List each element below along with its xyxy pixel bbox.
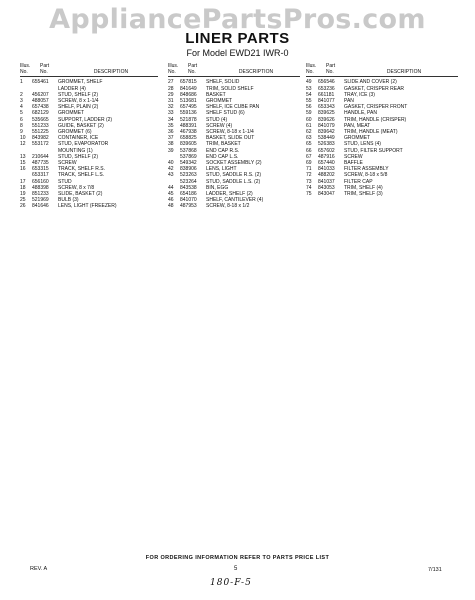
- illus-number: 46: [168, 197, 174, 204]
- header-description: DESCRIPTION: [386, 69, 422, 76]
- part-description: LADDER, SHELF (2): [206, 191, 253, 198]
- header-no-2: No.: [326, 69, 334, 76]
- illus-number: 63: [306, 135, 312, 142]
- part-description: SCREW, 8 x 7/8: [58, 184, 95, 191]
- illus-number: 44: [168, 184, 174, 191]
- parts-row: [20, 203, 158, 209]
- parts-list: [306, 79, 458, 197]
- part-description: SHELF, CANTILEVER (4): [206, 197, 264, 204]
- illus-number: 60: [306, 116, 312, 123]
- illus-number: 1: [20, 79, 23, 86]
- part-description: FILTER ASSEMBLY: [344, 166, 389, 173]
- part-number: 488202: [318, 172, 335, 179]
- column-header: [168, 69, 300, 77]
- date-code: 7/131: [428, 567, 442, 573]
- part-number: 839625: [318, 110, 335, 117]
- part-number: 551233: [32, 122, 49, 129]
- revision-label: REV. A: [30, 566, 48, 572]
- illus-number: 9: [20, 129, 23, 136]
- part-number: 657495: [180, 104, 197, 111]
- part-description: GROMMET: [206, 98, 233, 105]
- part-description: LENS, LIGHT (FREEZER): [58, 203, 117, 210]
- illus-number: 56: [306, 104, 312, 111]
- part-description: BASKET: [206, 91, 226, 98]
- part-number: 657438: [32, 104, 49, 111]
- part-number: 538449: [318, 135, 335, 142]
- part-description: SLIDE, BASKET (2): [58, 191, 103, 198]
- part-number: 487916: [318, 153, 335, 160]
- part-description: BIN, EGG: [206, 184, 229, 191]
- part-description: SCREW, 8-18 x 1-1/4: [206, 129, 254, 136]
- illus-number: 35: [168, 122, 174, 129]
- part-number: 682129: [32, 110, 49, 117]
- part-number: 521878: [180, 116, 197, 123]
- part-number: 838906: [180, 166, 197, 173]
- part-number: 848686: [180, 91, 197, 98]
- header-illus: Illus.: [20, 63, 31, 69]
- part-number: 656546: [318, 79, 335, 86]
- part-number: 841649: [180, 85, 197, 92]
- part-description: SCREW, 8-18 x 1/2: [206, 203, 250, 210]
- part-number: 513681: [180, 98, 197, 105]
- part-number: 488398: [32, 184, 49, 191]
- column-header: [20, 69, 158, 77]
- illus-number: 16: [20, 166, 26, 173]
- illus-number: 43: [168, 172, 174, 179]
- parts-row: [306, 191, 458, 197]
- part-number: 549342: [180, 160, 197, 167]
- part-description: SHELF, PLAIN (2): [58, 104, 99, 111]
- part-description: GROMMET (6): [58, 129, 92, 136]
- part-description: SHELF, ICE CUBE PAN: [206, 104, 260, 111]
- part-number: 553172: [32, 141, 49, 148]
- part-description: STUD, SADDLE R.S. (2): [206, 172, 262, 179]
- part-description: BASKET, SLIDE OUT: [206, 135, 255, 142]
- parts-row: [168, 203, 300, 209]
- part-number: 526383: [318, 141, 335, 148]
- part-number: 851233: [32, 191, 49, 198]
- part-number: 841079: [318, 122, 335, 129]
- handwritten-note: 180-F-5: [210, 578, 252, 588]
- part-number: 653236: [318, 85, 335, 92]
- illus-number: 6: [20, 116, 23, 123]
- part-number: 551225: [32, 129, 49, 136]
- illus-number: 34: [168, 116, 174, 123]
- watermark: AppliancePartsPros.com: [49, 4, 426, 35]
- part-number: 839605: [180, 141, 197, 148]
- page-title: LINER PARTS: [185, 30, 290, 47]
- part-number: 653317: [32, 172, 49, 179]
- part-description: SCREW (4): [206, 122, 233, 129]
- part-number: 839642: [318, 129, 335, 136]
- header-no: No.: [20, 69, 28, 76]
- illus-number: 67: [306, 153, 312, 160]
- illus-number: 54: [306, 91, 312, 98]
- part-number: 653343: [318, 104, 335, 111]
- illus-number: 12: [20, 141, 26, 148]
- part-number: 843047: [318, 191, 335, 198]
- part-number: 657815: [180, 79, 197, 86]
- illus-number: 13: [20, 153, 26, 160]
- illus-number: 66: [306, 147, 312, 154]
- illus-number: 69: [306, 160, 312, 167]
- part-number: 559136: [180, 110, 197, 117]
- part-number: 523264: [180, 178, 197, 185]
- part-description: TRIM, BASKET: [206, 141, 241, 148]
- part-number: 537868: [180, 147, 197, 154]
- part-number: 841077: [318, 98, 335, 105]
- illus-number: 31: [168, 98, 174, 105]
- part-number: 467938: [180, 129, 197, 136]
- illus-number: 48: [168, 203, 174, 210]
- illus-number: 4: [20, 104, 23, 111]
- part-description: TRIM, SOLID SHELF: [206, 85, 254, 92]
- part-number: 657602: [318, 147, 335, 154]
- part-description: GROMMET, SHELF: [58, 79, 103, 86]
- illus-number: 27: [168, 79, 174, 86]
- illus-number: 17: [20, 178, 26, 185]
- part-number: 841070: [180, 197, 197, 204]
- part-description: CONTAINER, ICE: [58, 135, 99, 142]
- part-description: MOUNTING (1): [58, 147, 93, 154]
- illus-number: 65: [306, 141, 312, 148]
- illus-number: 8: [20, 122, 23, 129]
- part-description: STUD, EVAPORATOR: [58, 141, 109, 148]
- part-description: SCREW: [58, 160, 77, 167]
- illus-number: 36: [168, 129, 174, 136]
- illus-number: 10: [20, 135, 26, 142]
- part-number: 843538: [180, 184, 197, 191]
- parts-list: [20, 79, 158, 209]
- illus-number: 39: [168, 147, 174, 154]
- part-number: 655461: [32, 79, 49, 86]
- illus-number: 33: [168, 110, 174, 117]
- part-description: SHELF, SOLID: [206, 79, 240, 86]
- part-number: 487735: [32, 160, 49, 167]
- part-number: 657440: [318, 160, 335, 167]
- part-number: 843982: [32, 135, 49, 142]
- part-description: STUD, SHELF (2): [58, 91, 99, 98]
- part-description: GASKET, CRISPER REAR: [344, 85, 405, 92]
- part-description: SUPPORT, LADDER (2): [58, 116, 113, 123]
- part-description: BULB (3): [58, 197, 79, 204]
- illus-number: 74: [306, 184, 312, 191]
- illus-number: 42: [168, 166, 174, 173]
- part-description: STUD, FILTER SUPPORT: [344, 147, 403, 154]
- illus-number: 53: [306, 85, 312, 92]
- header-illus: Illus.: [306, 63, 317, 69]
- header-no-2: No.: [40, 69, 48, 76]
- parts-column-2: [168, 63, 300, 210]
- part-description: HANDLE, PAN: [344, 110, 377, 117]
- illus-number: 25: [20, 197, 26, 204]
- part-description: GUIDE, BASKET (2): [58, 122, 104, 129]
- part-description: GROMMET: [58, 110, 85, 117]
- part-number: 656160: [32, 178, 49, 185]
- part-number: 843053: [318, 184, 335, 191]
- part-description: LENS, LIGHT: [206, 166, 237, 173]
- header-no-2: No.: [188, 69, 196, 76]
- illus-number: 55: [306, 98, 312, 105]
- part-number: 488057: [32, 98, 49, 105]
- part-number: 537869: [180, 153, 197, 160]
- illus-number: 15: [20, 160, 26, 167]
- part-description: SOCKET ASSEMBLY (2): [206, 160, 262, 167]
- part-description: SCREW: [344, 153, 363, 160]
- illus-number: 61: [306, 122, 312, 129]
- illus-number: 45: [168, 191, 174, 198]
- part-number: 210644: [32, 153, 49, 160]
- part-description: PAN: [344, 98, 354, 105]
- illus-number: 26: [20, 203, 26, 210]
- part-description: STUD, SHELF (2): [58, 153, 99, 160]
- part-description: STUD, SADDLE L.S. (2): [206, 178, 261, 185]
- part-description: LADDER (4): [58, 85, 86, 92]
- part-description: GROMMET: [344, 135, 371, 142]
- part-description: PAN, MEAT: [344, 122, 371, 129]
- part-description: SLIDE AND COVER (2): [344, 79, 397, 86]
- part-number: 841033: [318, 166, 335, 173]
- part-description: GASKET, CRISPER FRONT: [344, 104, 408, 111]
- illus-number: 2: [20, 91, 23, 98]
- part-number: 841037: [318, 178, 335, 185]
- part-description: BAFFLE: [344, 160, 363, 167]
- illus-number: 40: [168, 160, 174, 167]
- illus-number: 49: [306, 79, 312, 86]
- part-description: SCREW, 8 x 1-1/4: [58, 98, 99, 105]
- illus-number: 62: [306, 129, 312, 136]
- header-no: No.: [306, 69, 314, 76]
- illus-number: 71: [306, 166, 312, 173]
- illus-number: 29: [168, 91, 174, 98]
- part-description: SHELF STUD (6): [206, 110, 245, 117]
- part-number: 487953: [180, 203, 197, 210]
- illus-number: 3: [20, 98, 23, 105]
- part-number: 521969: [32, 197, 49, 204]
- part-description: END CAP L.S.: [206, 153, 239, 160]
- header-part: Part: [40, 63, 50, 69]
- part-description: FILTER CAP: [344, 178, 373, 185]
- part-number: 488391: [180, 122, 197, 129]
- header-illus: Illus.: [168, 63, 179, 69]
- part-description: TRACK, SHELF L.S.: [58, 172, 105, 179]
- illus-number: 19: [20, 191, 26, 198]
- illus-number: 72: [306, 172, 312, 179]
- ordering-note: FOR ORDERING INFORMATION REFER TO PARTS PRICE LIST: [145, 555, 330, 561]
- part-description: TRIM, HANDLE (MEAT): [344, 129, 398, 136]
- part-number: 658825: [180, 135, 197, 142]
- illus-number: 5: [20, 110, 23, 117]
- header-part: Part: [326, 63, 336, 69]
- header-description: DESCRIPTION: [93, 69, 129, 76]
- part-number: 654186: [180, 191, 197, 198]
- part-description: SCREW, 8-18 x 5/8: [344, 172, 388, 179]
- illus-number: 32: [168, 104, 174, 111]
- parts-column-1: [20, 63, 158, 210]
- part-description: STUD: [58, 178, 72, 185]
- illus-number: 73: [306, 178, 312, 185]
- part-description: TRIM, SHELF (4): [344, 184, 383, 191]
- part-number: 456207: [32, 91, 49, 98]
- part-number: 535665: [32, 116, 49, 123]
- header-no: No.: [168, 69, 176, 76]
- part-description: STUD, LENS (4): [344, 141, 381, 148]
- part-description: TRAY, ICE (3): [344, 91, 375, 98]
- part-description: TRIM, HANDLE (CRISPER): [344, 116, 407, 123]
- part-description: END CAP R.S.: [206, 147, 240, 154]
- part-description: STUD (4): [206, 116, 228, 123]
- illus-number: 38: [168, 141, 174, 148]
- column-header: [306, 69, 458, 77]
- part-description: TRIM, SHELF (3): [344, 191, 383, 198]
- illus-number: 59: [306, 110, 312, 117]
- page-number: 5: [234, 566, 238, 572]
- illus-number: 28: [168, 85, 174, 92]
- part-number: 661181: [318, 91, 335, 98]
- illus-number: 37: [168, 135, 174, 142]
- part-number: 523263: [180, 172, 197, 179]
- illus-number: 18: [20, 184, 26, 191]
- part-number: 839626: [318, 116, 335, 123]
- part-number: 653315: [32, 166, 49, 173]
- model-subtitle: For Model EWD21 IWR-0: [186, 48, 289, 58]
- parts-list: [168, 79, 300, 209]
- parts-column-3: [306, 63, 458, 197]
- header-description: DESCRIPTION: [238, 69, 274, 76]
- part-number: 841646: [32, 203, 49, 210]
- part-description: TRACK, SHELF R.S.: [58, 166, 105, 173]
- illus-number: 75: [306, 191, 312, 198]
- header-part: Part: [188, 63, 198, 69]
